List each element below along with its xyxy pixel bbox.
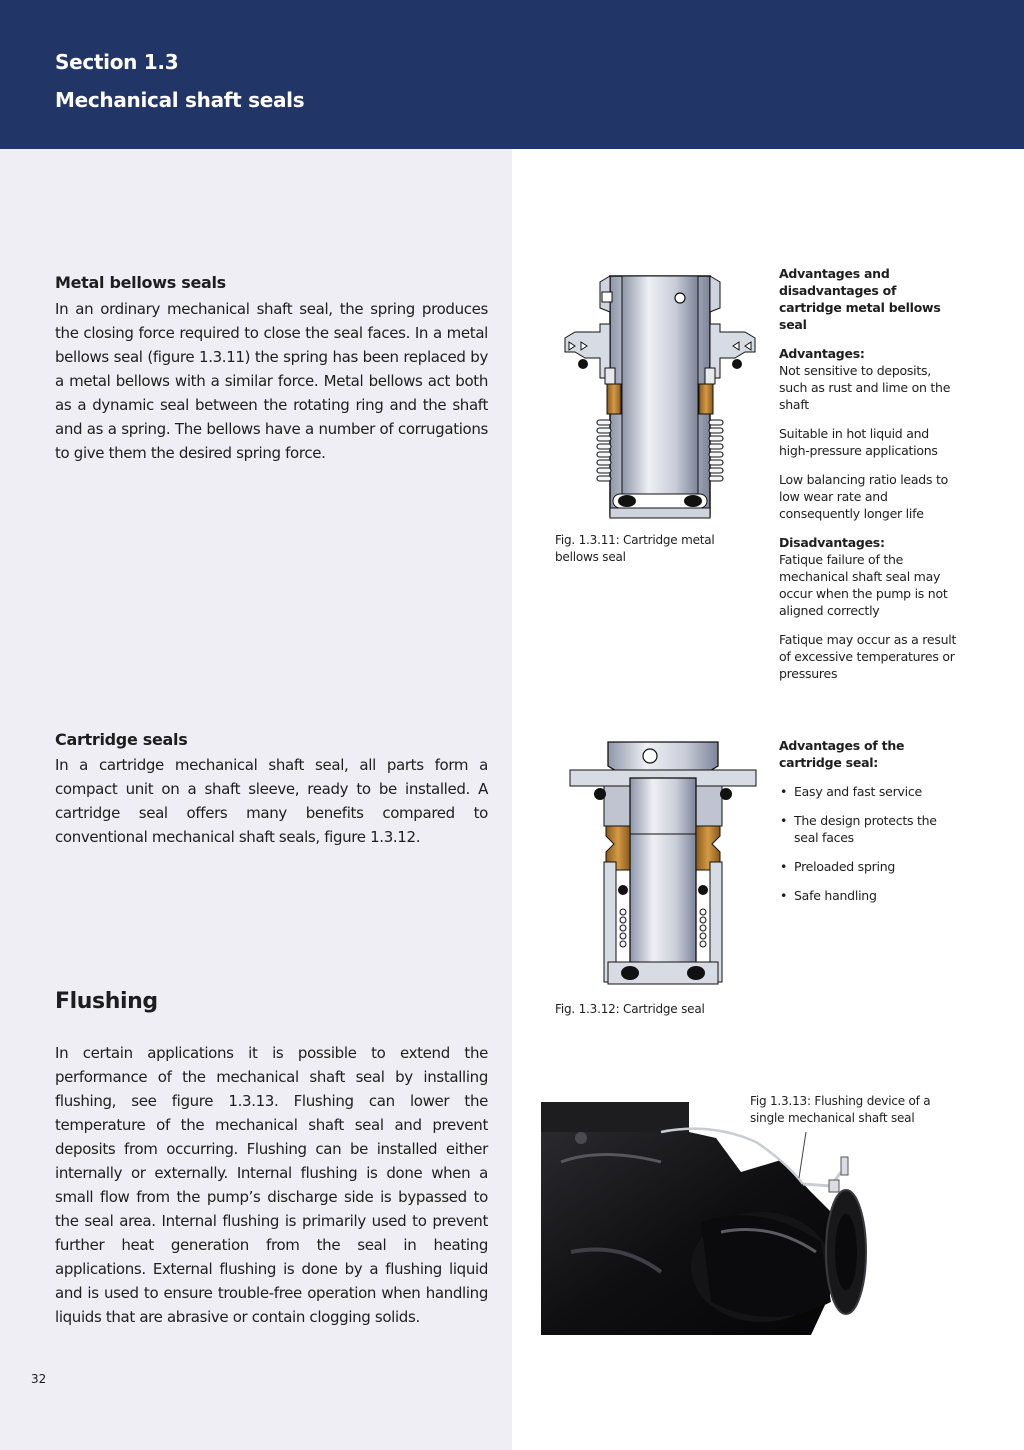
disadvantages-label: Disadvantages: xyxy=(779,535,885,550)
page-number: 32 xyxy=(31,1372,47,1386)
section-number: Section 1.3 xyxy=(55,50,179,74)
cartridge-heading: Cartridge seals xyxy=(55,730,188,749)
section-title: Mechanical shaft seals xyxy=(55,88,305,112)
sidebar-title: Advantages and disadvantages of cartridge metal bellows seal xyxy=(779,266,941,332)
disadvantage-item: Fatique failure of the mechanical shaft seal may occur when the pump is not aligned correctly xyxy=(779,552,948,618)
list-item: • The design protects the seal faces xyxy=(779,812,959,846)
figure-1-3-13-caption: Fig 1.3.13: Flushing device of a single mechanical shaft seal xyxy=(750,1093,950,1127)
sidebar-title: Advantages of the cartridge seal: xyxy=(779,738,905,770)
advantages-label: Advantages: xyxy=(779,346,865,361)
flushing-device-photo xyxy=(541,1102,869,1335)
list-item: • Safe handling xyxy=(779,887,959,904)
metal-bellows-sidebar xyxy=(779,265,959,694)
list-item: • Preloaded spring xyxy=(779,858,959,875)
metal-bellows-body: In an ordinary mechanical shaft seal, the spring produces the closing force required to close the seal faces. In a metal bellows seal (figure 1.3.11) the spring has been replaced by a metal bellows with a similar force. Metal bellows act both as a dynamic seal between the rotating ring and the shaft and as a spring. The bellows have a number of corrugations to give them the desired spring force. xyxy=(55,300,488,462)
metal-bellows-heading: Metal bellows seals xyxy=(55,273,226,292)
figure-1-3-11-caption: Fig. 1.3.11: Cartridge metal bellows seal xyxy=(555,533,715,564)
cartridge-sidebar xyxy=(779,737,959,916)
advantage-item: Not sensitive to deposits, such as rust and lime on the shaft xyxy=(779,363,951,412)
metal-bellows-seal-figure xyxy=(555,268,765,523)
cartridge-seal-figure xyxy=(568,740,758,990)
cartridge-body: In a cartridge mechanical shaft seal, all parts form a compact unit on a shaft sleeve, ready to be installed. A cartridge seal offers many benefits compared to conventional mechanical shaft seals, figure 1.3.12. xyxy=(55,756,488,846)
cartridge-advantages-list xyxy=(779,783,959,904)
advantage-item: Low balancing ratio leads to low wear rate and consequently longer life xyxy=(779,472,949,521)
disadvantage-item: Fatique may occur as a result of excessive temperatures or pressures xyxy=(779,632,957,681)
flushing-body: In certain applications it is possible to extend the performance of the mechanical shaft seal by installing flushing, see figure 1.3.13. Flushing can lower the temperature of the mechanical shaft seal and prevent deposits from occurring. Flushing can be installed either internally or externally. Internal flushing is done when a small flow from the pump’s discharge side is bypassed to the seal area. Internal flushing is primarily used to prevent further heat generation from the seal in heating applications. External flushing is done by a flushing liquid and is used to ensure trouble-free operation when handling liquids that are abrasive or contain clogging solids. xyxy=(55,1044,488,1326)
advantage-item: Suitable in hot liquid and high-pressure applications xyxy=(779,426,938,458)
list-item: • Easy and fast service xyxy=(779,783,959,800)
page-header xyxy=(0,0,1024,149)
flushing-heading: Flushing xyxy=(55,989,158,1014)
figure-1-3-12-caption: Fig. 1.3.12: Cartridge seal xyxy=(555,1002,705,1016)
